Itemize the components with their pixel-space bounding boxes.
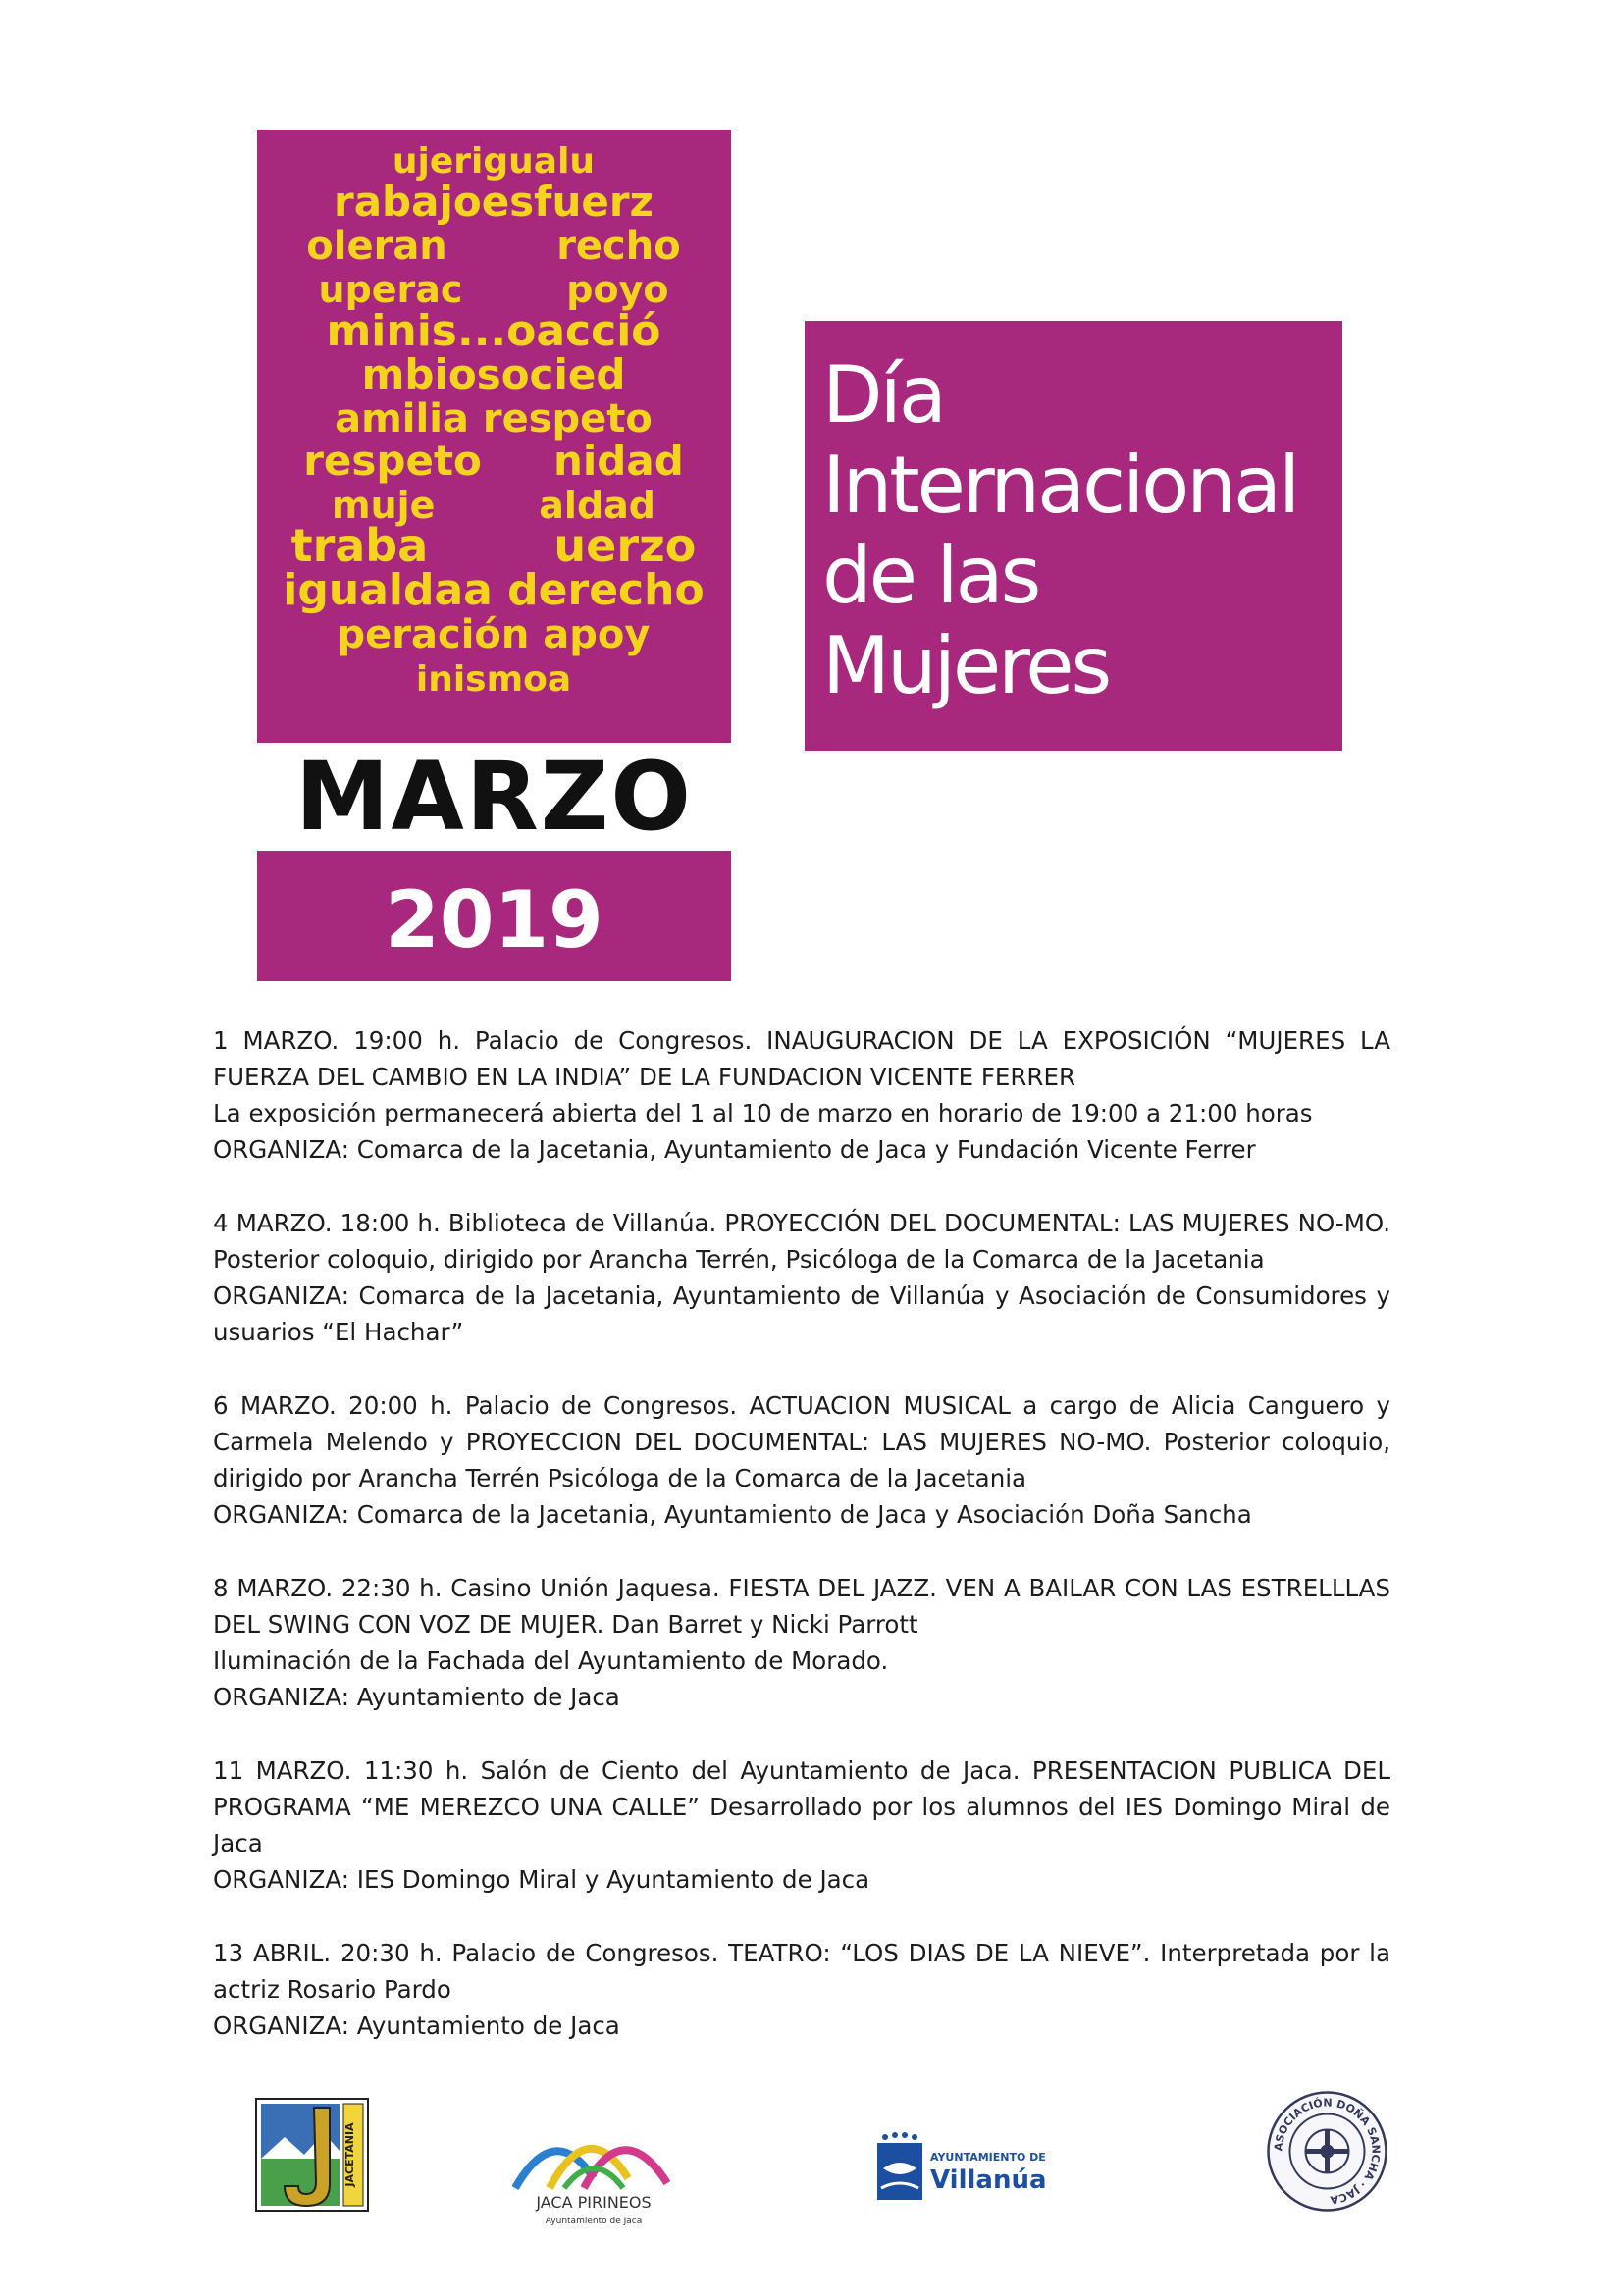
event-heading: 6 MARZO. 20:00 h. Palacio de Congresos. ACTUACION MUSICAL a cargo de Alicia Canguero y Carmela Melendo y PROYECCION DEL DOCUMENTAL: LAS MUJERES NO-MO. Posterior coloquio, dirigido por Arancha Terrén Psicóloga de la Comarca de la Jacetania xyxy=(213,1391,1390,1492)
event-organizer: ORGANIZA: Ayuntamiento de Jaca xyxy=(213,2011,620,2040)
villanua-logo-icon xyxy=(873,2129,1079,2203)
word-cloud-line: rabajoesfuerz xyxy=(333,178,654,226)
word-cloud-line: muje aldad xyxy=(332,484,655,527)
event-organizer: ORGANIZA: Comarca de la Jacetania, Ayuntamiento de Jaca y Asociación Doña Sancha xyxy=(213,1500,1252,1529)
seal-text: ASOCIACIÓN DOÑA SANCHA · JACA xyxy=(1272,2096,1383,2207)
word-cloud-graphic xyxy=(257,130,731,720)
event-organizer: ORGANIZA: Comarca de la Jacetania, Ayuntamiento de Jaca y Fundación Vicente Ferrer xyxy=(213,1135,1256,1164)
dona-sancha-seal-icon xyxy=(1266,2090,1388,2213)
event-item xyxy=(213,1752,1390,1898)
word-cloud-line: oleran recho xyxy=(306,224,681,269)
event-heading: 8 MARZO. 22:30 h. Casino Unión Jaquesa. FIESTA DEL JAZZ. VEN A BAILAR CON LAS ESTRELLLAS DEL SWING CON VOZ DE MUJER. Dan Barret y Nicki Parrott xyxy=(213,1574,1390,1639)
word-cloud-line: uperac poyo xyxy=(318,268,669,311)
jaca-logo-subtext: Ayuntamiento de Jaca xyxy=(545,2217,643,2226)
event-heading: 11 MARZO. 11:30 h. Salón de Ciento del Ayuntamiento de Jaca. PRESENTACION PUBLICA DEL PROGRAMA “ME MEREZCO UNA CALLE” Desarrollado por los alumnos del IES Domingo Miral de Jaca xyxy=(213,1756,1390,1857)
event-title-box xyxy=(805,321,1342,751)
event-detail: Iluminación de la Fachada del Ayuntamiento de Morado. xyxy=(213,1646,889,1675)
year-label: 2019 xyxy=(385,874,603,965)
event-program xyxy=(213,1022,1390,2081)
event-organizer: ORGANIZA: Comarca de la Jacetania, Ayuntamiento de Villanúa y Asociación de Consumidores y usuarios “El Hachar” xyxy=(213,1281,1390,1346)
word-cloud-line: amilia respeto xyxy=(335,396,653,442)
event-item xyxy=(213,1205,1390,1350)
event-item xyxy=(213,1935,1390,2044)
word-cloud-eight xyxy=(257,130,731,720)
word-cloud-line: respeto nidad xyxy=(303,437,684,485)
month-band xyxy=(257,743,731,851)
jaca-logo-text: JACA PIRINEOS xyxy=(536,2193,652,2212)
word-cloud-line: igualdaa derecho xyxy=(283,565,705,615)
event-item xyxy=(213,1570,1390,1715)
word-cloud-line: ujerigualu xyxy=(392,141,596,182)
event-organizer: ORGANIZA: Ayuntamiento de Jaca xyxy=(213,1683,620,1711)
word-cloud-line: peración apoy xyxy=(337,612,651,657)
title-line-1: Día xyxy=(822,349,944,441)
villanua-logo-line1: AYUNTAMIENTO DE xyxy=(930,2151,1046,2164)
jacetania-logo-icon xyxy=(255,2098,369,2212)
event-item xyxy=(213,1387,1390,1533)
word-cloud-line: traba uerzo xyxy=(290,519,697,572)
event-heading: 4 MARZO. 18:00 h. Biblioteca de Villanúa. PROYECCIÓN DEL DOCUMENTAL: LAS MUJERES NO-MO. Posterior coloquio, dirigido por Arancha Terrén, Psicóloga de la Comarca de la Jacetania xyxy=(213,1209,1390,1274)
sponsor-logos xyxy=(0,2090,1623,2267)
word-cloud-line: minis...oacció xyxy=(326,306,661,356)
event-organizer: ORGANIZA: IES Domingo Miral y Ayuntamiento de Jaca xyxy=(213,1865,870,1894)
villanua-logo-line2: Villanúa xyxy=(930,2166,1047,2195)
word-cloud-line: mbiosocied xyxy=(361,350,626,398)
event-detail: La exposición permanecerá abierta del 1 al 10 de marzo en horario de 19:00 a 21:00 horas xyxy=(213,1099,1313,1127)
event-item xyxy=(213,1022,1390,1168)
title-line-2: Internacional xyxy=(822,440,1298,531)
word-cloud-line: inismoa xyxy=(415,659,572,700)
jacetania-logo-text: JACETANIA xyxy=(343,2122,356,2187)
month-label: MARZO xyxy=(295,742,693,852)
title-line-4: Mujeres xyxy=(822,620,1110,711)
title-line-3: de las xyxy=(822,530,1039,621)
jaca-pirineos-logo-icon xyxy=(496,2110,692,2227)
event-heading: 13 ABRIL. 20:30 h. Palacio de Congresos. TEATRO: “LOS DIAS DE LA NIEVE”. Interpretada por la actriz Rosario Pardo xyxy=(213,1939,1390,2004)
event-heading: 1 MARZO. 19:00 h. Palacio de Congresos. INAUGURACION DE LA EXPOSICIÓN “MUJERES LA FUERZA DEL CAMBIO EN LA INDIA” DE LA FUNDACION VICENTE FERRER xyxy=(213,1026,1390,1091)
